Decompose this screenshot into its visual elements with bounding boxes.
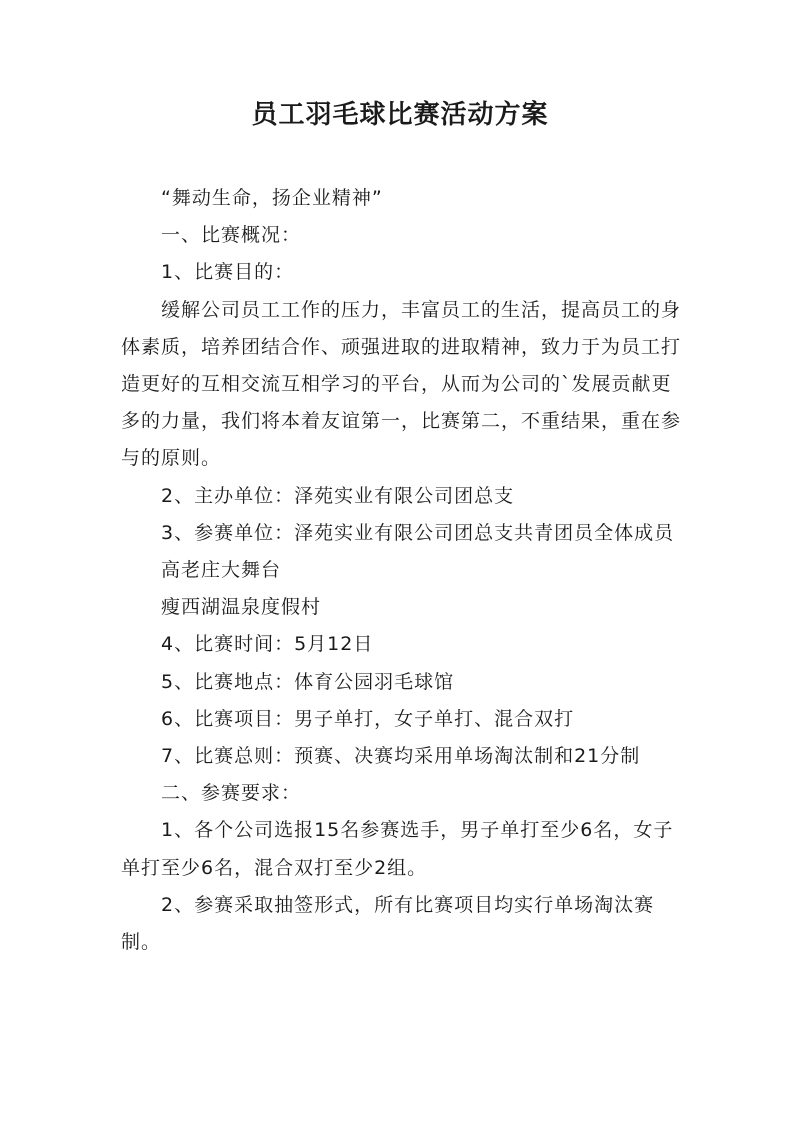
document-title: 员工羽毛球比赛活动方案 (251, 100, 549, 130)
extra-line-resort: 瘦西湖温泉度假村 (161, 596, 322, 619)
item-heading-purpose: 1、比赛目的： (161, 261, 295, 284)
requirement-paragraph-2: 2、参赛采取抽签形式，所有比赛项目均实行单场淘汰赛制。 (121, 893, 655, 954)
time-line: 4、比赛时间：5月12日 (161, 633, 374, 656)
events-line: 6、比赛项目：男子单打，女子单打、混合双打 (161, 707, 575, 730)
extra-line-stage: 高老庄大舞台 (161, 559, 282, 582)
requirement-paragraph-1: 1、各个公司选报15名参赛选手，男子单打至少6名，女子单打至少6名，混合双打至少2组。 (121, 819, 674, 879)
section-heading-requirements: 二、参赛要求： (161, 782, 302, 805)
purpose-paragraph: 缓解公司员工工作的压力，丰富员工的生活，提高员工的身体素质，培养团结合作、顽强进取的进取精神，致力于为员工打造更好的互相交流互相学习的平台，从而为公司的`发展贡献更多的力量，我们将本着友谊第一，比赛第二，不重结果，重在参与的原则。 (121, 298, 682, 470)
section-heading-overview: 一、比赛概况： (161, 224, 302, 247)
document-body (121, 180, 681, 961)
organizer-line: 2、主办单位：泽苑实业有限公司团总支 (161, 484, 515, 507)
rules-line: 7、比赛总则：预赛、决赛均采用单场淘汰制和21分制 (161, 745, 641, 768)
participants-paragraph: 3、参赛单位：泽苑实业有限公司团总支共青团员全体成员 (161, 521, 675, 544)
slogan-paragraph: “舞动生命，扬企业精神” (161, 187, 383, 209)
venue-line: 5、比赛地点：体育公园羽毛球馆 (161, 670, 455, 693)
